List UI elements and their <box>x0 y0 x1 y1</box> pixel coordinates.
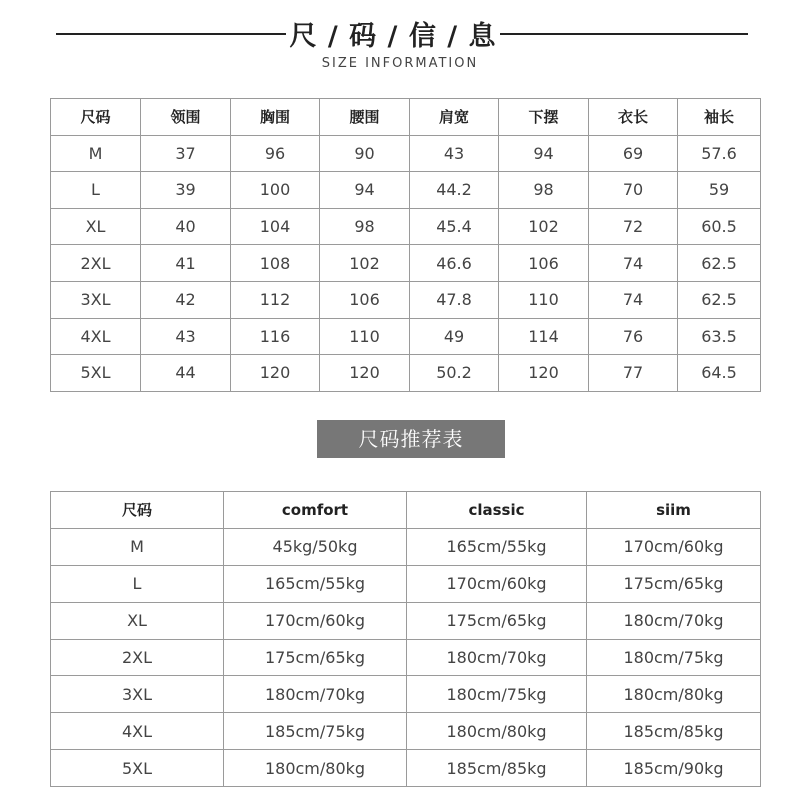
size-label-cell: M <box>51 135 141 172</box>
size-information-table <box>50 98 761 392</box>
table-cell: 165cm/55kg <box>224 565 407 602</box>
table-cell: 62.5 <box>678 245 761 282</box>
table-cell: 40 <box>141 208 231 245</box>
table-cell: 62.5 <box>678 281 761 318</box>
table-cell: 94 <box>499 135 589 172</box>
table-cell: 37 <box>141 135 231 172</box>
table-cell: 180cm/75kg <box>587 639 761 676</box>
size-label-cell: 5XL <box>51 750 224 787</box>
column-header: comfort <box>224 492 407 529</box>
table-cell: 185cm/85kg <box>587 713 761 750</box>
page-title: 尺 / 码 / 信 / 息 <box>289 21 497 52</box>
column-header: classic <box>407 492 587 529</box>
table-cell: 60.5 <box>678 208 761 245</box>
table-cell: 72 <box>589 208 678 245</box>
table-cell: 98 <box>320 208 410 245</box>
recommendation-row <box>51 565 761 602</box>
table-cell: 175cm/65kg <box>407 602 587 639</box>
table-cell: 64.5 <box>678 355 761 392</box>
table-cell: 108 <box>231 245 320 282</box>
table-header-row <box>51 492 761 529</box>
size-label-cell: 3XL <box>51 676 224 713</box>
table-cell: 90 <box>320 135 410 172</box>
size-label-cell: L <box>51 172 141 209</box>
size-label-cell: XL <box>51 208 141 245</box>
table-cell: 106 <box>499 245 589 282</box>
table-cell: 120 <box>231 355 320 392</box>
table-cell: 180cm/75kg <box>407 676 587 713</box>
column-header: 胸围 <box>231 99 320 136</box>
table-cell: 170cm/60kg <box>407 565 587 602</box>
recommendation-row <box>51 602 761 639</box>
size-row <box>51 355 761 392</box>
column-header: 下摆 <box>499 99 589 136</box>
table-cell: 39 <box>141 172 231 209</box>
recommendation-row <box>51 676 761 713</box>
table-cell: 185cm/90kg <box>587 750 761 787</box>
size-recommendation-table <box>50 491 761 787</box>
table-cell: 110 <box>499 281 589 318</box>
table-cell: 50.2 <box>410 355 499 392</box>
table-cell: 180cm/80kg <box>224 750 407 787</box>
table-cell: 59 <box>678 172 761 209</box>
column-header: 腰围 <box>320 99 410 136</box>
page-subtitle: SIZE INFORMATION <box>321 56 479 71</box>
table-cell: 100 <box>231 172 320 209</box>
table-cell: 46.6 <box>410 245 499 282</box>
table-cell: 180cm/70kg <box>587 602 761 639</box>
table-cell: 43 <box>410 135 499 172</box>
table-cell: 57.6 <box>678 135 761 172</box>
table-cell: 180cm/70kg <box>224 676 407 713</box>
recommendation-row <box>51 528 761 565</box>
title-divider-left <box>56 33 286 35</box>
column-header: 尺码 <box>51 99 141 136</box>
table-cell: 63.5 <box>678 318 761 355</box>
column-header: 领围 <box>141 99 231 136</box>
table-cell: 110 <box>320 318 410 355</box>
table-cell: 185cm/85kg <box>407 750 587 787</box>
table-cell: 112 <box>231 281 320 318</box>
table-cell: 114 <box>499 318 589 355</box>
table-cell: 44.2 <box>410 172 499 209</box>
title-divider-right <box>500 33 748 35</box>
column-header: siim <box>587 492 761 529</box>
table-cell: 76 <box>589 318 678 355</box>
table-cell: 175cm/65kg <box>587 565 761 602</box>
table-cell: 96 <box>231 135 320 172</box>
table-cell: 165cm/55kg <box>407 528 587 565</box>
column-header: 袖长 <box>678 99 761 136</box>
table-cell: 49 <box>410 318 499 355</box>
table-cell: 116 <box>231 318 320 355</box>
table-cell: 180cm/70kg <box>407 639 587 676</box>
size-label-cell: 4XL <box>51 713 224 750</box>
size-label-cell: 4XL <box>51 318 141 355</box>
table-cell: 170cm/60kg <box>224 602 407 639</box>
table-cell: 69 <box>589 135 678 172</box>
table-cell: 47.8 <box>410 281 499 318</box>
column-header: 肩宽 <box>410 99 499 136</box>
table-cell: 42 <box>141 281 231 318</box>
size-row <box>51 172 761 209</box>
recommendation-row <box>51 639 761 676</box>
table-cell: 45.4 <box>410 208 499 245</box>
table-cell: 98 <box>499 172 589 209</box>
recommendation-row <box>51 713 761 750</box>
size-row <box>51 208 761 245</box>
size-label-cell: 2XL <box>51 639 224 676</box>
size-label-cell: XL <box>51 602 224 639</box>
table-cell: 44 <box>141 355 231 392</box>
table-cell: 170cm/60kg <box>587 528 761 565</box>
table-cell: 74 <box>589 245 678 282</box>
size-row <box>51 245 761 282</box>
size-label-cell: 2XL <box>51 245 141 282</box>
table-header-row <box>51 99 761 136</box>
table-cell: 120 <box>499 355 589 392</box>
size-recommendation-banner: 尺码推荐表 <box>317 420 505 458</box>
table-cell: 41 <box>141 245 231 282</box>
size-row <box>51 318 761 355</box>
size-label-cell: 3XL <box>51 281 141 318</box>
table-cell: 94 <box>320 172 410 209</box>
table-cell: 185cm/75kg <box>224 713 407 750</box>
size-label-cell: L <box>51 565 224 602</box>
size-row <box>51 281 761 318</box>
table-cell: 104 <box>231 208 320 245</box>
table-cell: 45kg/50kg <box>224 528 407 565</box>
table-cell: 180cm/80kg <box>587 676 761 713</box>
size-row <box>51 135 761 172</box>
table-cell: 77 <box>589 355 678 392</box>
size-label-cell: M <box>51 528 224 565</box>
recommendation-row <box>51 750 761 787</box>
table-cell: 120 <box>320 355 410 392</box>
table-cell: 180cm/80kg <box>407 713 587 750</box>
table-cell: 74 <box>589 281 678 318</box>
table-cell: 102 <box>499 208 589 245</box>
table-cell: 70 <box>589 172 678 209</box>
table-cell: 175cm/65kg <box>224 639 407 676</box>
table-cell: 106 <box>320 281 410 318</box>
table-cell: 102 <box>320 245 410 282</box>
table-cell: 43 <box>141 318 231 355</box>
size-label-cell: 5XL <box>51 355 141 392</box>
column-header: 尺码 <box>51 492 224 529</box>
column-header: 衣长 <box>589 99 678 136</box>
